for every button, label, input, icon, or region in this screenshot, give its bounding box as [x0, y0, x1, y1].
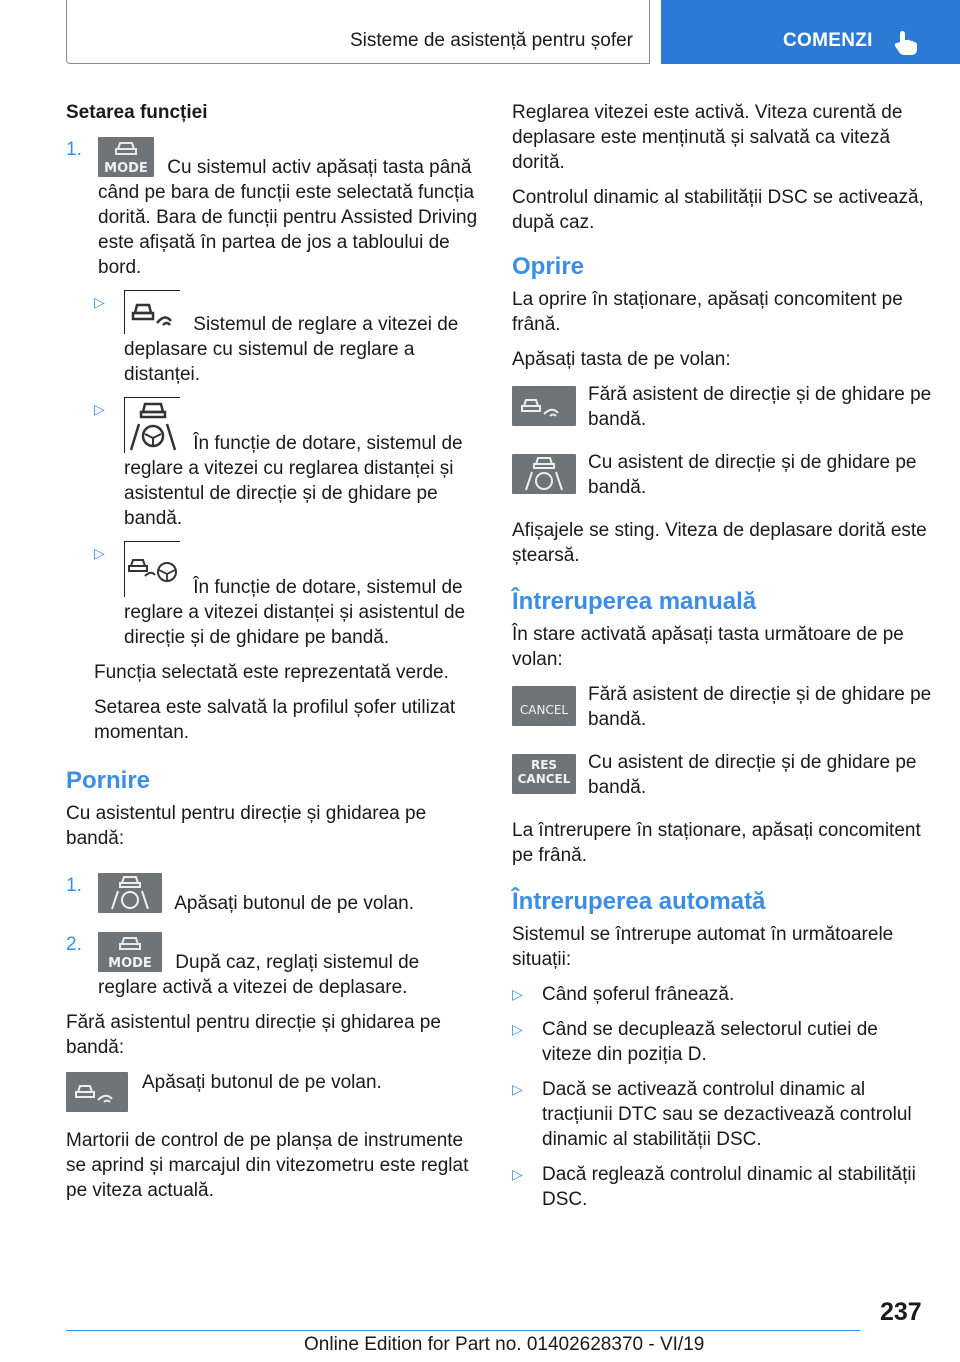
bullet-text: În funcție de dotare, sistemul de reglare a vitezei cu reglarea distanței și asistentul de direcție și de ghidare pe bandă.: [124, 433, 463, 529]
stop-press-text: Apăsați tasta de pe volan:: [512, 349, 731, 370]
steering-key-icon: [512, 454, 576, 494]
stop-text: La oprire în staționare, apăsați concomitent pe frână.: [512, 289, 903, 335]
auto-item: [512, 1017, 932, 1067]
auto-item: [512, 982, 932, 1007]
bullet-text: În funcție de dotare, sistemul de reglare a vitezei distanței și asistentul de direcție și de ghidare pe bandă.: [124, 577, 466, 648]
note-green: Funcția selectată este reprezentată verde.: [94, 662, 449, 683]
header-section-box: [66, 0, 650, 64]
bullet-text: Sistemul de reglare a vitezei de deplasare cu sistemul de reglare a distanței.: [124, 314, 459, 385]
row-text: Fără asistent de direcție și de ghidare pe bandă.: [588, 684, 932, 730]
bullet-triangle-icon: ▷: [94, 545, 105, 561]
setting-heading: Setarea funcției: [66, 102, 208, 123]
start-without-action: [66, 1070, 478, 1110]
mode-key-label: MODE: [104, 161, 148, 176]
cancel-key-label: CANCEL: [519, 703, 569, 717]
bullet-triangle-icon: ▷: [512, 1081, 523, 1097]
left-column: [66, 100, 478, 1213]
header-tab-comenzi[interactable]: [661, 0, 960, 64]
mode-key-icon: [98, 137, 154, 177]
start-without-text: Fără asistentul pentru direcție și ghidarea pe bandă:: [66, 1012, 441, 1058]
start-step-2: [66, 932, 478, 1000]
auto-text: Sistemul se întrerupe automat în următoarele situații:: [512, 924, 894, 970]
bullet-triangle-icon: ▷: [94, 401, 105, 417]
lane-steering-glyph-icon: [98, 873, 162, 913]
function-bullet-distance-steering: [66, 541, 478, 650]
lane-steering-glyph-icon: [512, 454, 576, 494]
acc-key-icon: [66, 1072, 128, 1112]
distance-steering-icon: [124, 541, 180, 597]
right-column: [512, 100, 932, 1222]
manual-without-row: [512, 682, 932, 738]
bullet-triangle-icon: ▷: [512, 1166, 523, 1182]
note-saved: Setarea este salvată la profilul șofer utilizat momentan.: [94, 697, 456, 743]
stop-with-row: [512, 450, 932, 506]
bullet-triangle-icon: ▷: [512, 1021, 523, 1037]
start-heading: Pornire: [66, 767, 151, 794]
acc-glyph-icon: [512, 386, 576, 426]
res-key-label: RES: [530, 758, 558, 772]
manual-stop-text: La întrerupere în staționare, apăsați concomitent pe frână.: [512, 820, 921, 866]
bullet-triangle-icon: ▷: [512, 986, 523, 1002]
row-text: Cu asistent de direcție și de ghidare pe bandă.: [588, 752, 917, 798]
start-with-text: Cu asistentul pentru direcție și ghidarea pe bandă:: [66, 803, 427, 849]
res-cancel-key-icon: [512, 754, 576, 794]
auto-heading: Întreruperea automată: [512, 888, 766, 915]
auto-item: [512, 1077, 932, 1152]
start-step-1: [66, 873, 478, 916]
manual-heading: Întreruperea manuală: [512, 588, 757, 615]
header-section-title: Sisteme de asistență pentru șofer: [349, 30, 633, 51]
steering-key-icon: [98, 873, 162, 913]
step-number: 2.: [66, 934, 82, 955]
hand-pointer-icon: [893, 30, 919, 56]
function-bullet-acc-steering: [66, 397, 478, 531]
manual-text: În stare activată apăsați tasta următoare de pe volan:: [512, 624, 904, 670]
auto-item-text: Când se decuplează selectorul cutiei de viteze din poziția D.: [542, 1019, 878, 1065]
dsc-text: Controlul dinamic al stabilității DSC se activează, după caz.: [512, 187, 924, 233]
header-tab-label: COMENZI: [783, 30, 873, 51]
step-text: După caz, reglați sistemul de reglare activă a vitezei de deplasare.: [98, 952, 420, 998]
auto-item: [512, 1162, 932, 1212]
acc-key-icon: [512, 386, 576, 426]
step-number: 1.: [66, 139, 82, 160]
row-text: Cu asistent de direcție și de ghidare pe bandă.: [588, 452, 917, 498]
manual-with-row: [512, 750, 932, 806]
stop-result-text: Afișajele se sting. Viteza de deplasare dorită este ștearsă.: [512, 520, 927, 566]
auto-item-text: Când șoferul frânează.: [542, 984, 735, 1005]
footer-divider: [66, 1330, 860, 1331]
row-text: Fără asistent de direcție și de ghidare pe bandă.: [588, 384, 932, 430]
action-text: Apăsați butonul de pe volan.: [142, 1072, 382, 1093]
step-text: Apăsați butonul de pe volan.: [174, 893, 415, 914]
mode-key-icon: [98, 932, 162, 972]
setting-step-1: [66, 137, 478, 280]
step-text: Cu sistemul activ apăsați tasta până când pe bara de funcții este selectată funcția dorită. Bara de funcții pentru Assisted Driving este afișată în partea de jos a tabloului de bord.: [98, 157, 478, 278]
auto-item-text: Dacă reglează controlul dinamic al stabilității DSC.: [542, 1164, 916, 1210]
stop-heading: Oprire: [512, 253, 585, 280]
function-bullet-acc: [66, 290, 478, 387]
page-number: 237: [880, 1298, 922, 1326]
acc-glyph-icon: [125, 291, 181, 335]
speed-active-text: Reglarea vitezei este activă. Viteza curentă de deplasare este menținută și salvată ca viteză dorită.: [512, 102, 903, 173]
auto-item-text: Dacă se activează controlul dinamic al tracțiunii DTC sau se dezactivează controlul dinamic al stabilității DSC.: [542, 1079, 912, 1150]
footer-edition: Online Edition for Part no. 01402628370 - VI/19: [304, 1334, 705, 1355]
acc-glyph-icon: [66, 1072, 128, 1112]
start-final-text: Martorii de control de pe planșa de instrumente se aprind și marcajul din vitezometru este reglat pe viteza actuală.: [66, 1130, 469, 1201]
step-number: 1.: [66, 875, 82, 896]
stop-without-row: [512, 382, 932, 438]
car-wheel-glyph-icon: [125, 542, 181, 598]
acc-distance-icon: [124, 290, 180, 334]
res-cancel-key-label: CANCEL: [517, 772, 571, 786]
acc-steering-icon: [124, 397, 180, 453]
lane-steering-glyph-icon: [125, 398, 181, 454]
bullet-triangle-icon: ▷: [94, 294, 105, 310]
mode-key-label: MODE: [108, 956, 152, 971]
cancel-key-icon: [512, 686, 576, 726]
